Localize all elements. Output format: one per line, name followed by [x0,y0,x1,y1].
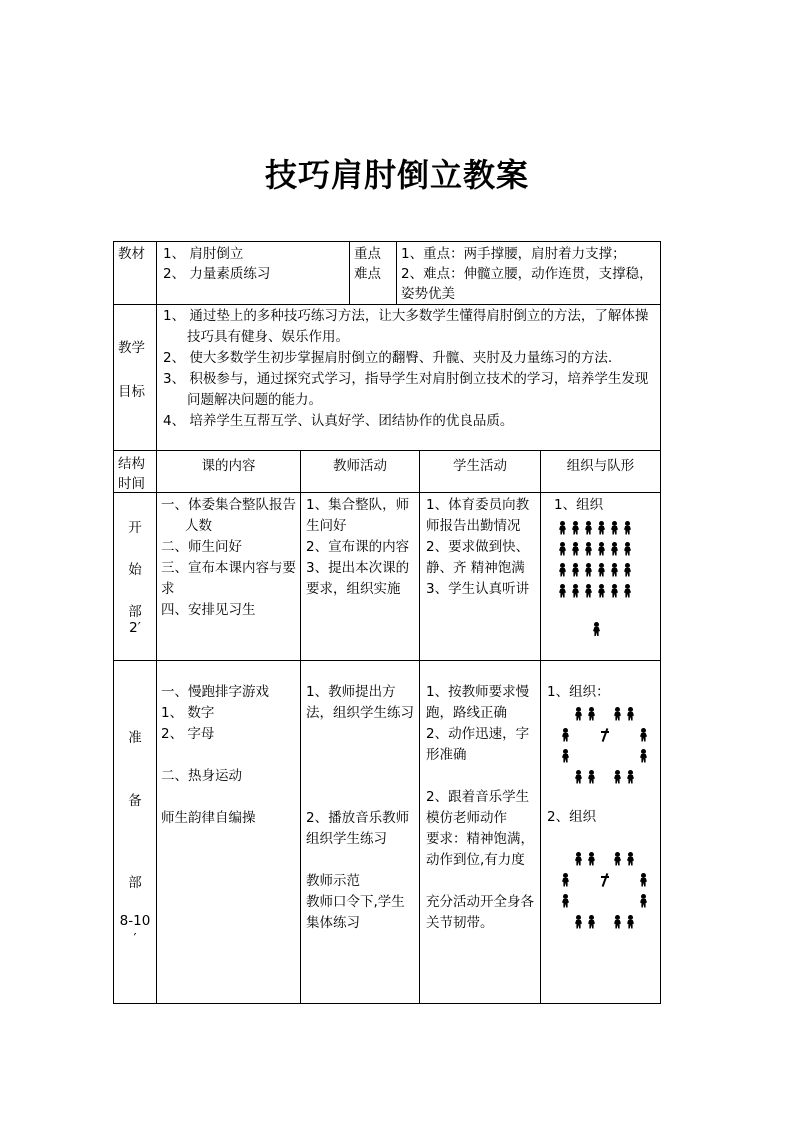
struct-header-2: 时间 [118,476,145,492]
student-figure-icon [612,707,623,721]
prep-teacher-item: 1、教师提出方法，组织学生练习 [306,684,414,721]
start-org-label: 1、组织 [554,497,604,513]
prep-label-char: 备 [128,793,142,809]
start-label-char: 开 [128,520,142,536]
start-content-item: 二、师生问好 [161,539,242,555]
start-teacher-list [306,495,416,600]
prep-label-char: 8-10 [119,913,151,929]
prep-student-item: 充分活动开全身各关节韧带。 [426,894,534,931]
teacher-figure-icon [591,622,602,636]
prep-content-item: 一、慢跑排字游戏 [161,684,269,700]
lesson-plan-table [113,241,661,1004]
prep-content-item: 师生韵律自编操 [161,810,256,826]
key-item: 2、难点：伸髋立腰，动作连贯，支撑稳，姿势优美 [401,266,653,302]
objective-label [118,326,145,414]
student-header: 学生活动 [453,458,507,474]
prep-student-item [426,871,538,892]
student-figure-icon [609,521,620,535]
student-figure-icon [573,915,584,929]
student-figure-icon [638,728,649,742]
start-label-char: 部 [128,604,142,620]
start-student-item: 1、体育委员向教师报告出勤情况 [426,497,530,534]
student-figure-icon [570,521,581,535]
student-figure-icon [560,894,571,908]
student-figure-icon [622,521,633,535]
prep-student-list [426,682,538,934]
student-figure-icon [625,770,636,784]
teacher-figure-icon [599,728,610,742]
material-item: 2、 力量素质练习 [163,266,271,282]
key-list [401,244,657,304]
student-figure-icon [638,894,649,908]
objective-item: 1、 通过垫上的多种技巧练习方法，让大多数学生懂得肩肘倒立的方法，了解体操技巧具有健身、娱乐作用。 [163,308,649,345]
start-student-item: 2、要求做到快、静、齐 精神饱满3、学生认真听讲 [426,539,530,597]
prep-teacher-item [306,745,416,766]
start-content-item: 一、体委集合整队报告人数 [161,497,296,534]
content-header: 课的内容 [201,458,256,474]
struct-time-header [118,454,145,494]
student-figure-icon [557,584,568,598]
student-figure-icon [570,563,581,577]
start-label-char: 始 [128,562,142,578]
start-student-list [426,495,538,600]
prep-org-label-1: 1、组织： [547,684,610,700]
student-figure-icon [586,770,597,784]
objective-item: 4、 培养学生互帮互学、认真好学、团结协作的优良品质。 [163,413,514,429]
student-figure-icon [596,521,607,535]
student-figure-icon [573,770,584,784]
prep-student-item: 2、动作迅速，字形准确 [426,726,530,763]
student-figure-icon [612,915,623,929]
prep-org-label-2: 2、组织 [547,809,597,825]
student-figure-icon [638,873,649,887]
prep-formation-2 [560,848,649,932]
prep-teacher-item: 2、播放音乐教师组织学生练习 [306,810,410,847]
prep-teacher-item [306,724,416,745]
student-figure-icon [573,707,584,721]
prep-label-char: ′ [133,931,137,947]
student-figure-icon [622,584,633,598]
prep-content-item: 1、 数字 [161,705,215,721]
start-content-item: 四、安排见习生 [161,602,256,618]
prep-teacher-item: 教师口令下,学生集体练习 [306,894,405,931]
prep-teacher-item [306,850,416,871]
objective-label-2: 目标 [118,384,145,400]
key-item: 1、重点：两手撑腰，肩肘着力支撑； [401,246,626,262]
student-figure-icon [583,584,594,598]
student-figure-icon [557,521,568,535]
key-label-1: 重点 [354,246,381,262]
prep-teacher-list [306,682,416,934]
start-teacher-item: 2、宣布课的内容 [306,539,410,555]
start-teacher-item: 3、提出本次课的要求，组织实施 [306,560,410,597]
student-figure-icon [622,563,633,577]
student-figure-icon [560,749,571,763]
objective-item: 3、 积极参与，通过探究式学习，指导学生对肩肘倒立技术的学习，培养学生发现问题解决问题的能力。 [163,371,649,408]
start-content-list [161,495,297,621]
prep-student-item: 要求：精神饱满，动作到位,有力度 [426,831,534,868]
student-figure-icon [570,584,581,598]
prep-teacher-item: 教师示范 [306,873,360,889]
student-figure-icon [557,563,568,577]
material-item: 1、 肩肘倒立 [163,246,244,262]
student-figure-icon [612,770,623,784]
material-list [163,244,345,284]
teacher-position [591,621,602,640]
prep-formation-1 [560,703,649,787]
objective-label-1: 教学 [118,340,145,356]
teacher-figure-icon [599,873,610,887]
teacher-header: 教师活动 [333,458,387,474]
prep-label-char: 准 [128,730,142,746]
student-figure-icon [609,563,620,577]
student-figure-icon [586,707,597,721]
student-figure-icon [557,542,568,556]
student-figure-icon [570,542,581,556]
start-formation [557,517,633,601]
prep-content-list [161,682,297,829]
start-label-char: 2′ [129,620,141,636]
prep-student-item: 1、按教师要求慢跑，路线正确 [426,684,530,721]
student-figure-icon [583,521,594,535]
student-figure-icon [560,873,571,887]
start-teacher-item: 1、集合整队，师生问好 [306,497,410,534]
prep-content-item: 二、热身运动 [161,768,242,784]
struct-header-1: 结构 [118,456,145,472]
prep-teacher-item [306,766,416,787]
student-figure-icon [609,542,620,556]
objective-list [163,306,656,432]
prep-content-item [161,745,297,766]
student-figure-icon [560,728,571,742]
student-figure-icon [586,852,597,866]
student-figure-icon [622,542,633,556]
prep-label-char: 部 [128,875,142,891]
student-figure-icon [583,542,594,556]
objective-item: 2、 使大多数学生初步掌握肩肘倒立的翻臀、升髋、夹肘及力量练习的方法. [163,350,613,366]
student-figure-icon [625,915,636,929]
student-figure-icon [612,852,623,866]
start-content-item: 三、宣布本课内容与要求 [161,560,296,597]
prep-student-item: 2、跟着音乐学生模仿老师动作 [426,789,530,826]
student-figure-icon [586,915,597,929]
prep-student-item [426,766,538,787]
student-figure-icon [596,584,607,598]
student-figure-icon [625,707,636,721]
student-figure-icon [625,852,636,866]
student-figure-icon [573,852,584,866]
prep-content-item [161,787,297,808]
prep-teacher-item [306,787,416,808]
key-label [354,244,381,284]
student-figure-icon [596,563,607,577]
prep-content-item: 2、 字母 [161,726,215,742]
material-label: 教材 [118,246,145,262]
org-header: 组织与队形 [566,458,635,474]
student-figure-icon [583,563,594,577]
key-label-2: 难点 [354,266,381,282]
page-title: 技巧肩肘倒立教案 [264,156,529,194]
student-figure-icon [596,542,607,556]
student-figure-icon [638,749,649,763]
student-figure-icon [609,584,620,598]
